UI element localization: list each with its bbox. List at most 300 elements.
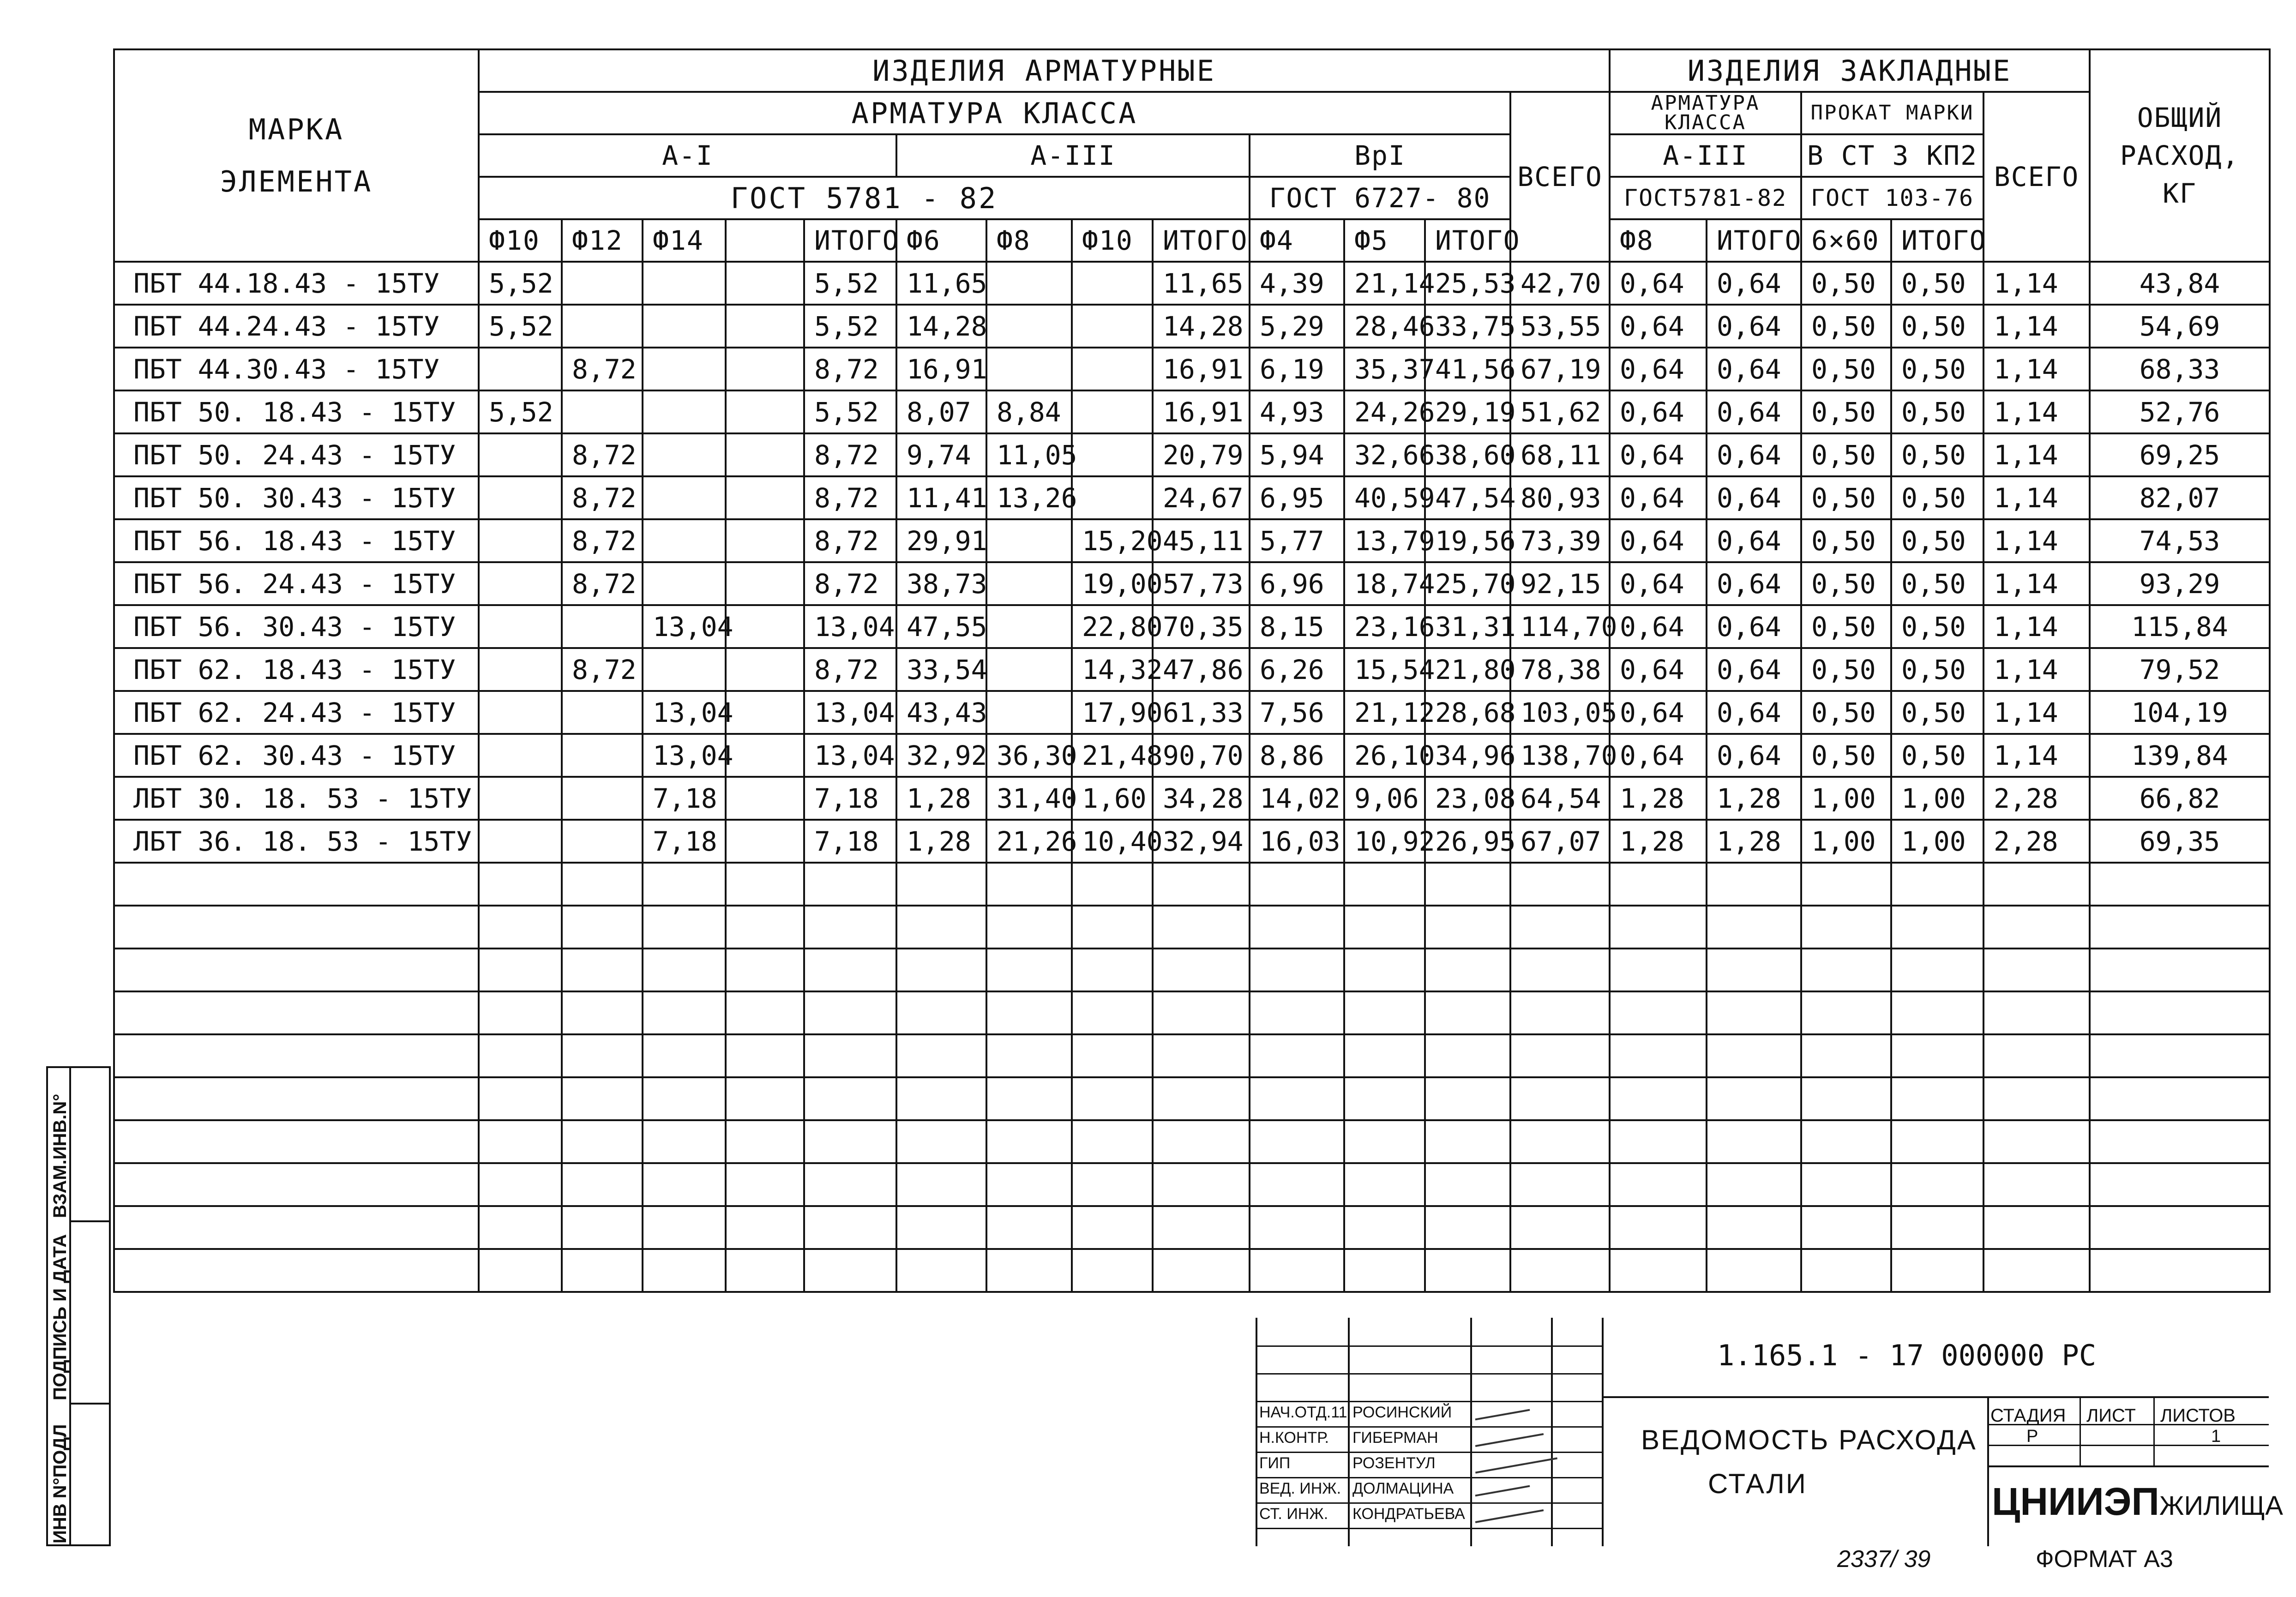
value-cell — [562, 262, 643, 305]
empty-cell — [1344, 1034, 1425, 1077]
value-cell: 0,64 — [1707, 348, 1801, 390]
value-cell: 8,84 — [986, 390, 1072, 433]
value-cell: 1,14 — [1983, 519, 2090, 562]
value-cell: 0,50 — [1891, 691, 1983, 734]
signature-scribble — [1475, 1485, 1530, 1497]
value-cell: 8,72 — [804, 433, 896, 476]
element-mark-cell: ПБТ 56. 18.43 - 15ТУ — [114, 519, 479, 562]
value-cell: 0,50 — [1801, 262, 1891, 305]
value-cell: 28,46 — [1344, 305, 1425, 348]
value-cell: 69,35 — [2090, 820, 2270, 863]
subheader-cell: ИТОГО — [804, 219, 896, 262]
value-cell: 13,04 — [643, 605, 726, 648]
value-cell: 33,54 — [896, 648, 986, 691]
value-cell: 1,00 — [1891, 820, 1983, 863]
unit-label: КГ — [2163, 178, 2197, 209]
table-row — [114, 777, 2270, 820]
value-cell — [726, 348, 804, 390]
value-cell: 64,54 — [1510, 777, 1610, 820]
value-cell: 78,38 — [1510, 648, 1610, 691]
sheet-title-line1: ВЕДОМОСТЬ РАСХОДА — [1641, 1424, 1977, 1455]
empty-row — [114, 1249, 2270, 1292]
empty-cell — [1250, 906, 1344, 949]
value-cell — [479, 519, 562, 562]
subheader-cell: Ф6 — [896, 219, 986, 262]
empty-cell — [114, 1034, 479, 1077]
value-cell: 14,28 — [896, 305, 986, 348]
value-cell: 5,94 — [1250, 433, 1344, 476]
value-cell: 0,50 — [1891, 476, 1983, 519]
value-cell — [479, 820, 562, 863]
value-cell — [986, 519, 1072, 562]
empty-cell — [1983, 1206, 2090, 1249]
empty-cell — [1707, 863, 1801, 906]
value-cell: 0,64 — [1707, 734, 1801, 777]
subheader-cell: Ф12 — [562, 219, 643, 262]
value-cell: 1,28 — [896, 820, 986, 863]
emb-rebar-class-header: АРМАТУРА КЛАССА — [1610, 92, 1801, 134]
empty-cell — [1510, 1120, 1610, 1163]
value-cell — [986, 605, 1072, 648]
value-cell: 13,04 — [804, 605, 896, 648]
value-cell: 7,18 — [643, 777, 726, 820]
empty-cell — [1801, 991, 1891, 1034]
value-cell: 43,84 — [2090, 262, 2270, 305]
value-cell: 0,50 — [1801, 562, 1891, 605]
value-cell: 0,64 — [1610, 562, 1707, 605]
empty-cell — [1250, 1249, 1344, 1292]
value-cell: 1,14 — [1983, 348, 2090, 390]
empty-cell — [1707, 1163, 1801, 1206]
value-cell: 28,68 — [1425, 691, 1510, 734]
value-cell: 0,50 — [1801, 648, 1891, 691]
staff-name: КОНДРАТЬЕВА — [1352, 1505, 1465, 1523]
empty-cell — [1072, 991, 1153, 1034]
value-cell — [479, 562, 562, 605]
value-cell — [726, 648, 804, 691]
staff-role: ВЕД. ИНЖ. — [1259, 1480, 1341, 1497]
empty-cell — [1510, 1077, 1610, 1120]
empty-cell — [1072, 1034, 1153, 1077]
subheader-cell — [726, 219, 804, 262]
value-cell: 5,52 — [479, 262, 562, 305]
element-mark-cell: ЛБТ 36. 18. 53 - 15ТУ — [114, 820, 479, 863]
empty-cell — [986, 1249, 1072, 1292]
value-cell: 114,70 — [1510, 605, 1610, 648]
empty-cell — [804, 906, 896, 949]
value-cell: 0,50 — [1801, 734, 1891, 777]
value-cell: 5,52 — [479, 305, 562, 348]
table-row — [114, 348, 2270, 390]
value-cell: 10,92 — [1344, 820, 1425, 863]
empty-row — [114, 906, 2270, 949]
value-cell: 8,07 — [896, 390, 986, 433]
empty-cell — [986, 991, 1072, 1034]
value-cell: 0,64 — [1610, 433, 1707, 476]
empty-cell — [114, 949, 479, 991]
value-cell: 40,59 — [1344, 476, 1425, 519]
value-cell: 35,37 — [1344, 348, 1425, 390]
empty-cell — [643, 906, 726, 949]
empty-cell — [1153, 1077, 1250, 1120]
empty-cell — [1153, 991, 1250, 1034]
value-cell — [726, 691, 804, 734]
staff-role: НАЧ.ОТД.11 — [1259, 1404, 1347, 1421]
value-cell — [562, 605, 643, 648]
empty-cell — [1707, 1034, 1801, 1077]
empty-cell — [804, 1163, 896, 1206]
element-mark-cell: ПБТ 44.30.43 - 15ТУ — [114, 348, 479, 390]
empty-row — [114, 1206, 2270, 1249]
empty-cell — [2090, 1034, 2270, 1077]
element-mark-cell: ПБТ 62. 24.43 - 15ТУ — [114, 691, 479, 734]
empty-cell — [1153, 1249, 1250, 1292]
value-cell: 21,80 — [1425, 648, 1510, 691]
value-cell: 0,50 — [1891, 348, 1983, 390]
empty-cell — [896, 1120, 986, 1163]
empty-cell — [2090, 949, 2270, 991]
empty-cell — [726, 906, 804, 949]
value-cell: 47,86 — [1153, 648, 1250, 691]
value-cell: 16,03 — [1250, 820, 1344, 863]
value-cell: 1,28 — [1707, 777, 1801, 820]
value-cell: 5,29 — [1250, 305, 1344, 348]
value-cell: 1,28 — [1707, 820, 1801, 863]
empty-cell — [1072, 1249, 1153, 1292]
value-cell: 0,64 — [1707, 519, 1801, 562]
empty-cell — [1891, 949, 1983, 991]
emb-gost-5781-header: ГОСТ5781-82 — [1610, 177, 1801, 219]
table-row — [114, 519, 2270, 562]
element-mark-cell: ПБТ 44.18.43 - 15ТУ — [114, 262, 479, 305]
subheader-cell: ИТОГО — [1153, 219, 1250, 262]
value-cell: 21,14 — [1344, 262, 1425, 305]
element-mark-cell: ПБТ 56. 30.43 - 15ТУ — [114, 605, 479, 648]
value-cell: 8,72 — [562, 476, 643, 519]
empty-cell — [114, 1077, 479, 1120]
empty-cell — [643, 1077, 726, 1120]
value-cell — [726, 734, 804, 777]
class-a3-header: А-III — [896, 134, 1250, 177]
value-cell: 47,54 — [1425, 476, 1510, 519]
empty-row — [114, 1077, 2270, 1120]
empty-cell — [479, 1206, 562, 1249]
subheader-cell: ИТОГО — [1707, 219, 1801, 262]
subheader-cell: ИТОГО — [1425, 219, 1510, 262]
empty-cell — [1983, 906, 2090, 949]
empty-cell — [1510, 863, 1610, 906]
value-cell: 20,79 — [1153, 433, 1250, 476]
value-cell: 8,72 — [562, 648, 643, 691]
empty-cell — [1425, 1163, 1510, 1206]
empty-cell — [1983, 863, 2090, 906]
value-cell — [726, 519, 804, 562]
empty-cell — [1983, 949, 2090, 991]
empty-cell — [1425, 949, 1510, 991]
empty-cell — [1707, 991, 1801, 1034]
rebar-class-header: АРМАТУРА КЛАССА — [479, 92, 1510, 134]
value-cell: 1,14 — [1983, 433, 2090, 476]
empty-cell — [1344, 1120, 1425, 1163]
sheet-number: 2337/ 39 — [1837, 1546, 1931, 1573]
value-cell: 14,02 — [1250, 777, 1344, 820]
empty-cell — [562, 1163, 643, 1206]
value-cell: 8,15 — [1250, 605, 1344, 648]
empty-cell — [562, 949, 643, 991]
value-cell: 22,80 — [1072, 605, 1153, 648]
value-cell: 16,91 — [1153, 390, 1250, 433]
value-cell: 7,56 — [1250, 691, 1344, 734]
empty-cell — [1153, 1120, 1250, 1163]
empty-cell — [896, 1077, 986, 1120]
value-cell: 19,56 — [1425, 519, 1510, 562]
subheader-cell: Ф10 — [479, 219, 562, 262]
empty-cell — [562, 863, 643, 906]
value-cell: 7,18 — [643, 820, 726, 863]
value-cell: 67,07 — [1510, 820, 1610, 863]
value-cell: 7,18 — [804, 820, 896, 863]
value-cell: 8,72 — [562, 348, 643, 390]
value-cell — [986, 691, 1072, 734]
empty-cell — [479, 1163, 562, 1206]
empty-cell — [1344, 906, 1425, 949]
value-cell: 115,84 — [2090, 605, 2270, 648]
value-cell: 17,90 — [1072, 691, 1153, 734]
value-cell: 0,64 — [1610, 734, 1707, 777]
value-cell: 70,35 — [1153, 605, 1250, 648]
empty-cell — [1250, 1077, 1344, 1120]
empty-cell — [1983, 1120, 2090, 1163]
sheet-label: ЛИСТ — [2086, 1405, 2136, 1426]
class-bp1-header: ВрI — [1250, 134, 1510, 177]
empty-cell — [1153, 1034, 1250, 1077]
empty-cell — [804, 1120, 896, 1163]
empty-cell — [804, 863, 896, 906]
value-cell: 38,73 — [896, 562, 986, 605]
empty-cell — [1344, 991, 1425, 1034]
value-cell: 1,14 — [1983, 262, 2090, 305]
empty-cell — [986, 863, 1072, 906]
value-cell: 0,50 — [1891, 305, 1983, 348]
value-cell: 52,76 — [2090, 390, 2270, 433]
empty-cell — [1072, 949, 1153, 991]
empty-cell — [1250, 991, 1344, 1034]
empty-cell — [1801, 906, 1891, 949]
empty-cell — [1072, 1206, 1153, 1249]
value-cell — [986, 648, 1072, 691]
subheader-cell: Ф5 — [1344, 219, 1425, 262]
staff-name: ГИБЕРМАН — [1352, 1429, 1438, 1447]
table-row — [114, 691, 2270, 734]
empty-cell — [2090, 991, 2270, 1034]
value-cell — [643, 476, 726, 519]
value-cell: 9,06 — [1344, 777, 1425, 820]
empty-cell — [1250, 1120, 1344, 1163]
element-mark-cell: ПБТ 50. 30.43 - 15ТУ — [114, 476, 479, 519]
value-cell: 0,50 — [1801, 390, 1891, 433]
value-cell: 1,28 — [1610, 820, 1707, 863]
empty-cell — [1425, 991, 1510, 1034]
value-cell: 8,72 — [562, 519, 643, 562]
empty-cell — [1153, 1163, 1250, 1206]
value-cell — [562, 820, 643, 863]
emb-gost-103-header: ГОСТ 103-76 — [1801, 177, 1983, 219]
value-cell: 24,67 — [1153, 476, 1250, 519]
value-cell: 18,74 — [1344, 562, 1425, 605]
value-cell: 16,91 — [896, 348, 986, 390]
value-cell: 29,91 — [896, 519, 986, 562]
subheader-cell: Ф4 — [1250, 219, 1344, 262]
table-header — [114, 49, 2270, 262]
empty-cell — [643, 991, 726, 1034]
empty-cell — [1707, 1120, 1801, 1163]
value-cell — [643, 648, 726, 691]
value-cell — [1072, 476, 1153, 519]
steel-consumption-table — [113, 48, 2271, 1293]
subheader-cell: Ф14 — [643, 219, 726, 262]
value-cell: 13,04 — [643, 691, 726, 734]
empty-cell — [1891, 1206, 1983, 1249]
empty-cell — [804, 991, 896, 1034]
empty-cell — [479, 991, 562, 1034]
value-cell: 9,74 — [896, 433, 986, 476]
value-cell — [479, 605, 562, 648]
table-body — [114, 262, 2270, 1292]
empty-row — [114, 863, 2270, 906]
value-cell: 0,64 — [1707, 605, 1801, 648]
value-cell: 0,50 — [1891, 519, 1983, 562]
staff-name: РОЗЕНТУЛ — [1352, 1454, 1436, 1472]
empty-cell — [2090, 863, 2270, 906]
empty-cell — [1425, 1077, 1510, 1120]
value-cell — [986, 562, 1072, 605]
value-cell: 0,64 — [1707, 648, 1801, 691]
value-cell — [1072, 348, 1153, 390]
empty-cell — [726, 991, 804, 1034]
org-abbrev: ЦНИИЭП — [1992, 1480, 2159, 1523]
empty-cell — [986, 1077, 1072, 1120]
value-cell: 0,50 — [1801, 476, 1891, 519]
empty-cell — [1801, 1077, 1891, 1120]
value-cell: 103,05 — [1510, 691, 1610, 734]
empty-cell — [114, 1206, 479, 1249]
element-mark-cell: ПБТ 62. 30.43 - 15ТУ — [114, 734, 479, 777]
empty-cell — [1250, 1206, 1344, 1249]
value-cell: 6,96 — [1250, 562, 1344, 605]
empty-cell — [1425, 1206, 1510, 1249]
empty-cell — [1801, 1034, 1891, 1077]
empty-cell — [643, 949, 726, 991]
value-cell: 31,31 — [1425, 605, 1510, 648]
empty-cell — [1425, 906, 1510, 949]
empty-cell — [1801, 1249, 1891, 1292]
empty-cell — [1072, 1077, 1153, 1120]
subheader-cell: Ф8 — [986, 219, 1072, 262]
value-cell: 47,55 — [896, 605, 986, 648]
empty-cell — [562, 1120, 643, 1163]
value-cell: 69,25 — [2090, 433, 2270, 476]
value-cell — [986, 305, 1072, 348]
value-cell: 29,19 — [1425, 390, 1510, 433]
empty-cell — [1425, 863, 1510, 906]
empty-cell — [114, 991, 479, 1034]
value-cell: 82,07 — [2090, 476, 2270, 519]
empty-cell — [726, 949, 804, 991]
value-cell — [1072, 390, 1153, 433]
value-cell: 34,96 — [1425, 734, 1510, 777]
empty-row — [114, 1163, 2270, 1206]
empty-cell — [1707, 1077, 1801, 1120]
table-row — [114, 605, 2270, 648]
value-cell: 45,11 — [1153, 519, 1250, 562]
empty-cell — [986, 1206, 1072, 1249]
table-row — [114, 648, 2270, 691]
staff-role: СТ. ИНЖ. — [1259, 1505, 1328, 1523]
class-a1-header: А-I — [479, 134, 896, 177]
empty-cell — [1610, 1206, 1707, 1249]
value-cell — [479, 734, 562, 777]
empty-cell — [986, 1120, 1072, 1163]
table-row — [114, 476, 2270, 519]
element-mark-cell: ПБТ 50. 24.43 - 15ТУ — [114, 433, 479, 476]
value-cell: 0,50 — [1891, 734, 1983, 777]
empty-row — [114, 991, 2270, 1034]
empty-cell — [1425, 1034, 1510, 1077]
signature-date-label: ПОДПИСЬ И ДАТА — [50, 1234, 70, 1400]
value-cell: 32,92 — [896, 734, 986, 777]
embedded-products-header: ИЗДЕЛИЯ ЗАКЛАДНЫЕ — [1610, 49, 2090, 92]
empty-cell — [114, 1163, 479, 1206]
value-cell: 0,50 — [1801, 691, 1891, 734]
value-cell — [726, 305, 804, 348]
value-cell: 8,72 — [804, 476, 896, 519]
empty-cell — [1510, 1034, 1610, 1077]
value-cell: 38,60 — [1425, 433, 1510, 476]
value-cell: 6,19 — [1250, 348, 1344, 390]
value-cell: 68,33 — [2090, 348, 2270, 390]
value-cell: 51,62 — [1510, 390, 1610, 433]
empty-cell — [562, 1077, 643, 1120]
staff-name: РОСИНСКИЙ — [1352, 1404, 1452, 1421]
rebar-total-header: ВСЕГО — [1510, 92, 1610, 262]
value-cell: 66,82 — [2090, 777, 2270, 820]
empty-cell — [479, 1034, 562, 1077]
empty-cell — [804, 1249, 896, 1292]
empty-cell — [114, 1120, 479, 1163]
value-cell: 36,30 — [986, 734, 1072, 777]
empty-cell — [1153, 949, 1250, 991]
value-cell: 15,54 — [1344, 648, 1425, 691]
value-cell — [479, 348, 562, 390]
empty-cell — [1891, 1249, 1983, 1292]
empty-cell — [1983, 1163, 2090, 1206]
value-cell: 11,05 — [986, 433, 1072, 476]
value-cell: 21,12 — [1344, 691, 1425, 734]
value-cell: 1,14 — [1983, 305, 2090, 348]
empty-cell — [479, 1120, 562, 1163]
value-cell — [643, 305, 726, 348]
value-cell — [562, 390, 643, 433]
value-cell: 31,40 — [986, 777, 1072, 820]
value-cell: 6,95 — [1250, 476, 1344, 519]
side-stamp-strip — [46, 1066, 111, 1546]
empty-cell — [726, 863, 804, 906]
value-cell: 1,14 — [1983, 691, 2090, 734]
empty-cell — [1610, 863, 1707, 906]
value-cell: 68,11 — [1510, 433, 1610, 476]
value-cell: 0,64 — [1610, 605, 1707, 648]
value-cell: 1,14 — [1983, 476, 2090, 519]
